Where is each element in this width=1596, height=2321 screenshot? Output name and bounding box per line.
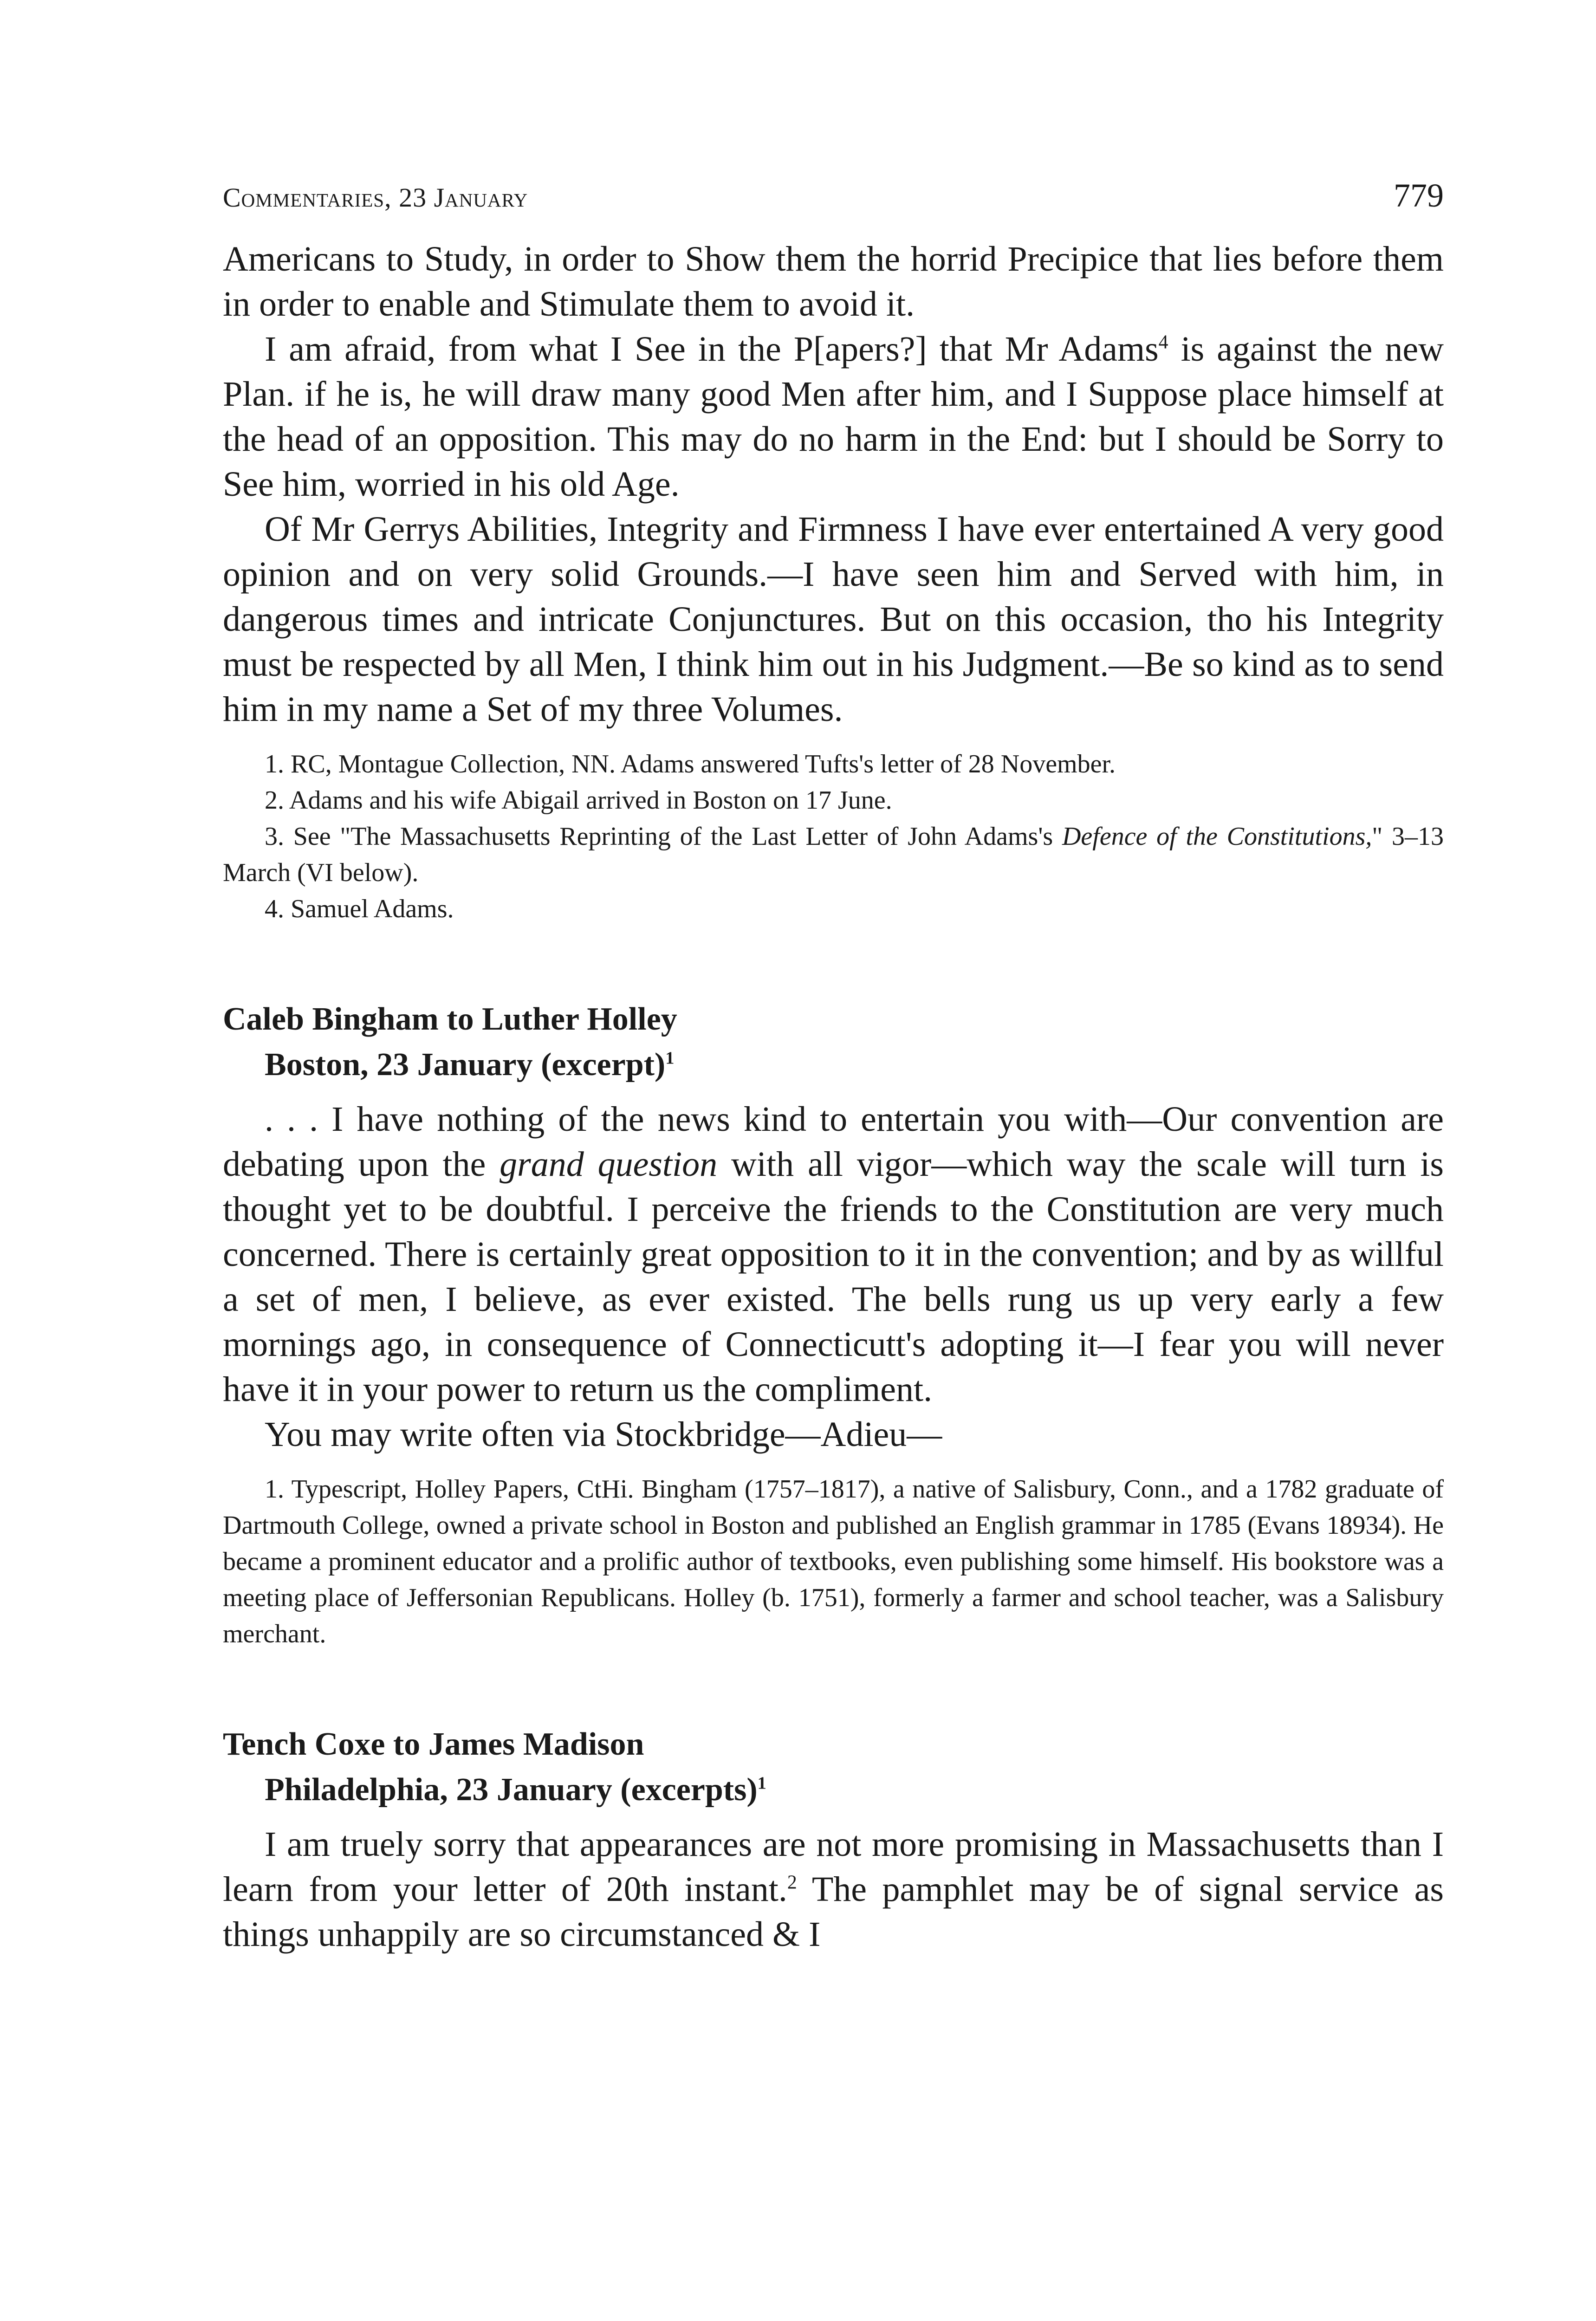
footnote-ref: 4 [1158, 331, 1168, 353]
footnotes [223, 1471, 1444, 1652]
text-run: " 3–13 March (VI below). [223, 822, 1444, 887]
section-heading [223, 997, 1444, 1088]
heading-line [223, 1767, 1444, 1813]
text-run: I am truely sorry that appearances are not more promising in Massachusetts than I learn from your letter of 20th instant. [223, 1825, 1444, 1909]
heading-line: Caleb Bingham to Luther Holley [223, 1001, 677, 1037]
running-head-title: Commentaries, 23 January [223, 182, 528, 213]
running-head [223, 176, 1444, 237]
footnotes [223, 746, 1444, 927]
text-run: I am afraid, from what I See in the P[apers?] that Mr Adams [265, 330, 1159, 369]
paragraph [223, 327, 1444, 507]
footnote [223, 818, 1444, 891]
footnote: 2. Adams and his wife Abigail arrived in Boston on 17 June. [265, 786, 892, 815]
heading-line: Tench Coxe to James Madison [223, 1726, 644, 1762]
text-run: is against the new Plan. if he is, he will draw many good Men after him, and I Suppose place himself at the head of an opposition. This may do no harm in the End: but I should be Sorry to See him, worried in his old Age. [223, 330, 1444, 504]
paragraph: Of Mr Gerrys Abilities, Integrity and Firmness I have ever entertained A very good opinion and on very solid Grounds.—I have seen him and Served with him, in dangerous times and intricate Conjunctures. But on this occasion, tho his Integrity must be respected by all Men, I think him out in his Judgment.—Be so kind as to send him in my name a Set of my three Volumes. [223, 510, 1444, 729]
footnote-ref: 1 [665, 1048, 675, 1068]
section-heading [223, 1722, 1444, 1813]
page-number: 779 [1394, 177, 1444, 214]
footnote-ref: 2 [787, 1872, 797, 1893]
document-page [223, 176, 1444, 1957]
text-run: 3. See "The Massachusetts Reprinting of the Last Letter of John Adams's [265, 822, 1062, 851]
footnote: 1. Typescript, Holley Papers, CtHi. Bingham (1757–1817), a native of Salisbury, Conn., and a 1782 graduate of Dartmouth College, owned a private school in Boston and published an English grammar in 1785 (Evans 18934). He became a prominent educator and a prolific author of textbooks, even publishing some himself. His bookstore was a meeting place of Jeffersonian Republicans. Holley (b. 1751), formerly a farmer and school teacher, was a Salisbury merchant. [223, 1475, 1444, 1648]
paragraph [223, 1822, 1444, 1957]
paragraph: You may write often via Stockbridge—Adieu— [265, 1415, 942, 1454]
paragraph [223, 1097, 1444, 1412]
footnote-ref: 1 [757, 1773, 766, 1793]
footnote: 4. Samuel Adams. [265, 895, 454, 923]
text-run: The pamphlet may be of signal service as things unhappily are so circumstanced & I [223, 1870, 1444, 1954]
heading-text: Philadelphia, 23 January (excerpts) [265, 1772, 758, 1808]
footnote: 1. RC, Montague Collection, NN. Adams answered Tufts's letter of 28 November. [265, 750, 1116, 778]
text-run: with all vigor—which way the scale will turn is thought yet to be doubtful. I perceive the friends to the Constitution are very much concerned. There is certainly great opposition to it in the convention; and by as willful a set of men, I believe, as ever existed. The bells rung us up very early a few mornings ago, in consequence of Connecticutt's adopting it—I fear you will never have it in your power to return us the compliment. [223, 1145, 1444, 1409]
heading-line [223, 1042, 1444, 1088]
text-run: . . . I have nothing of the news kind to entertain you with—Our convention are debating upon the [223, 1100, 1444, 1184]
italic-title: Defence of the Constitutions, [1062, 822, 1372, 851]
heading-text: Boston, 23 January (excerpt) [265, 1047, 666, 1083]
paragraph: Americans to Study, in order to Show them the horrid Precipice that lies before them in order to enable and Stimulate them to avoid it. [223, 240, 1444, 324]
italic-phrase: grand question [500, 1145, 718, 1184]
